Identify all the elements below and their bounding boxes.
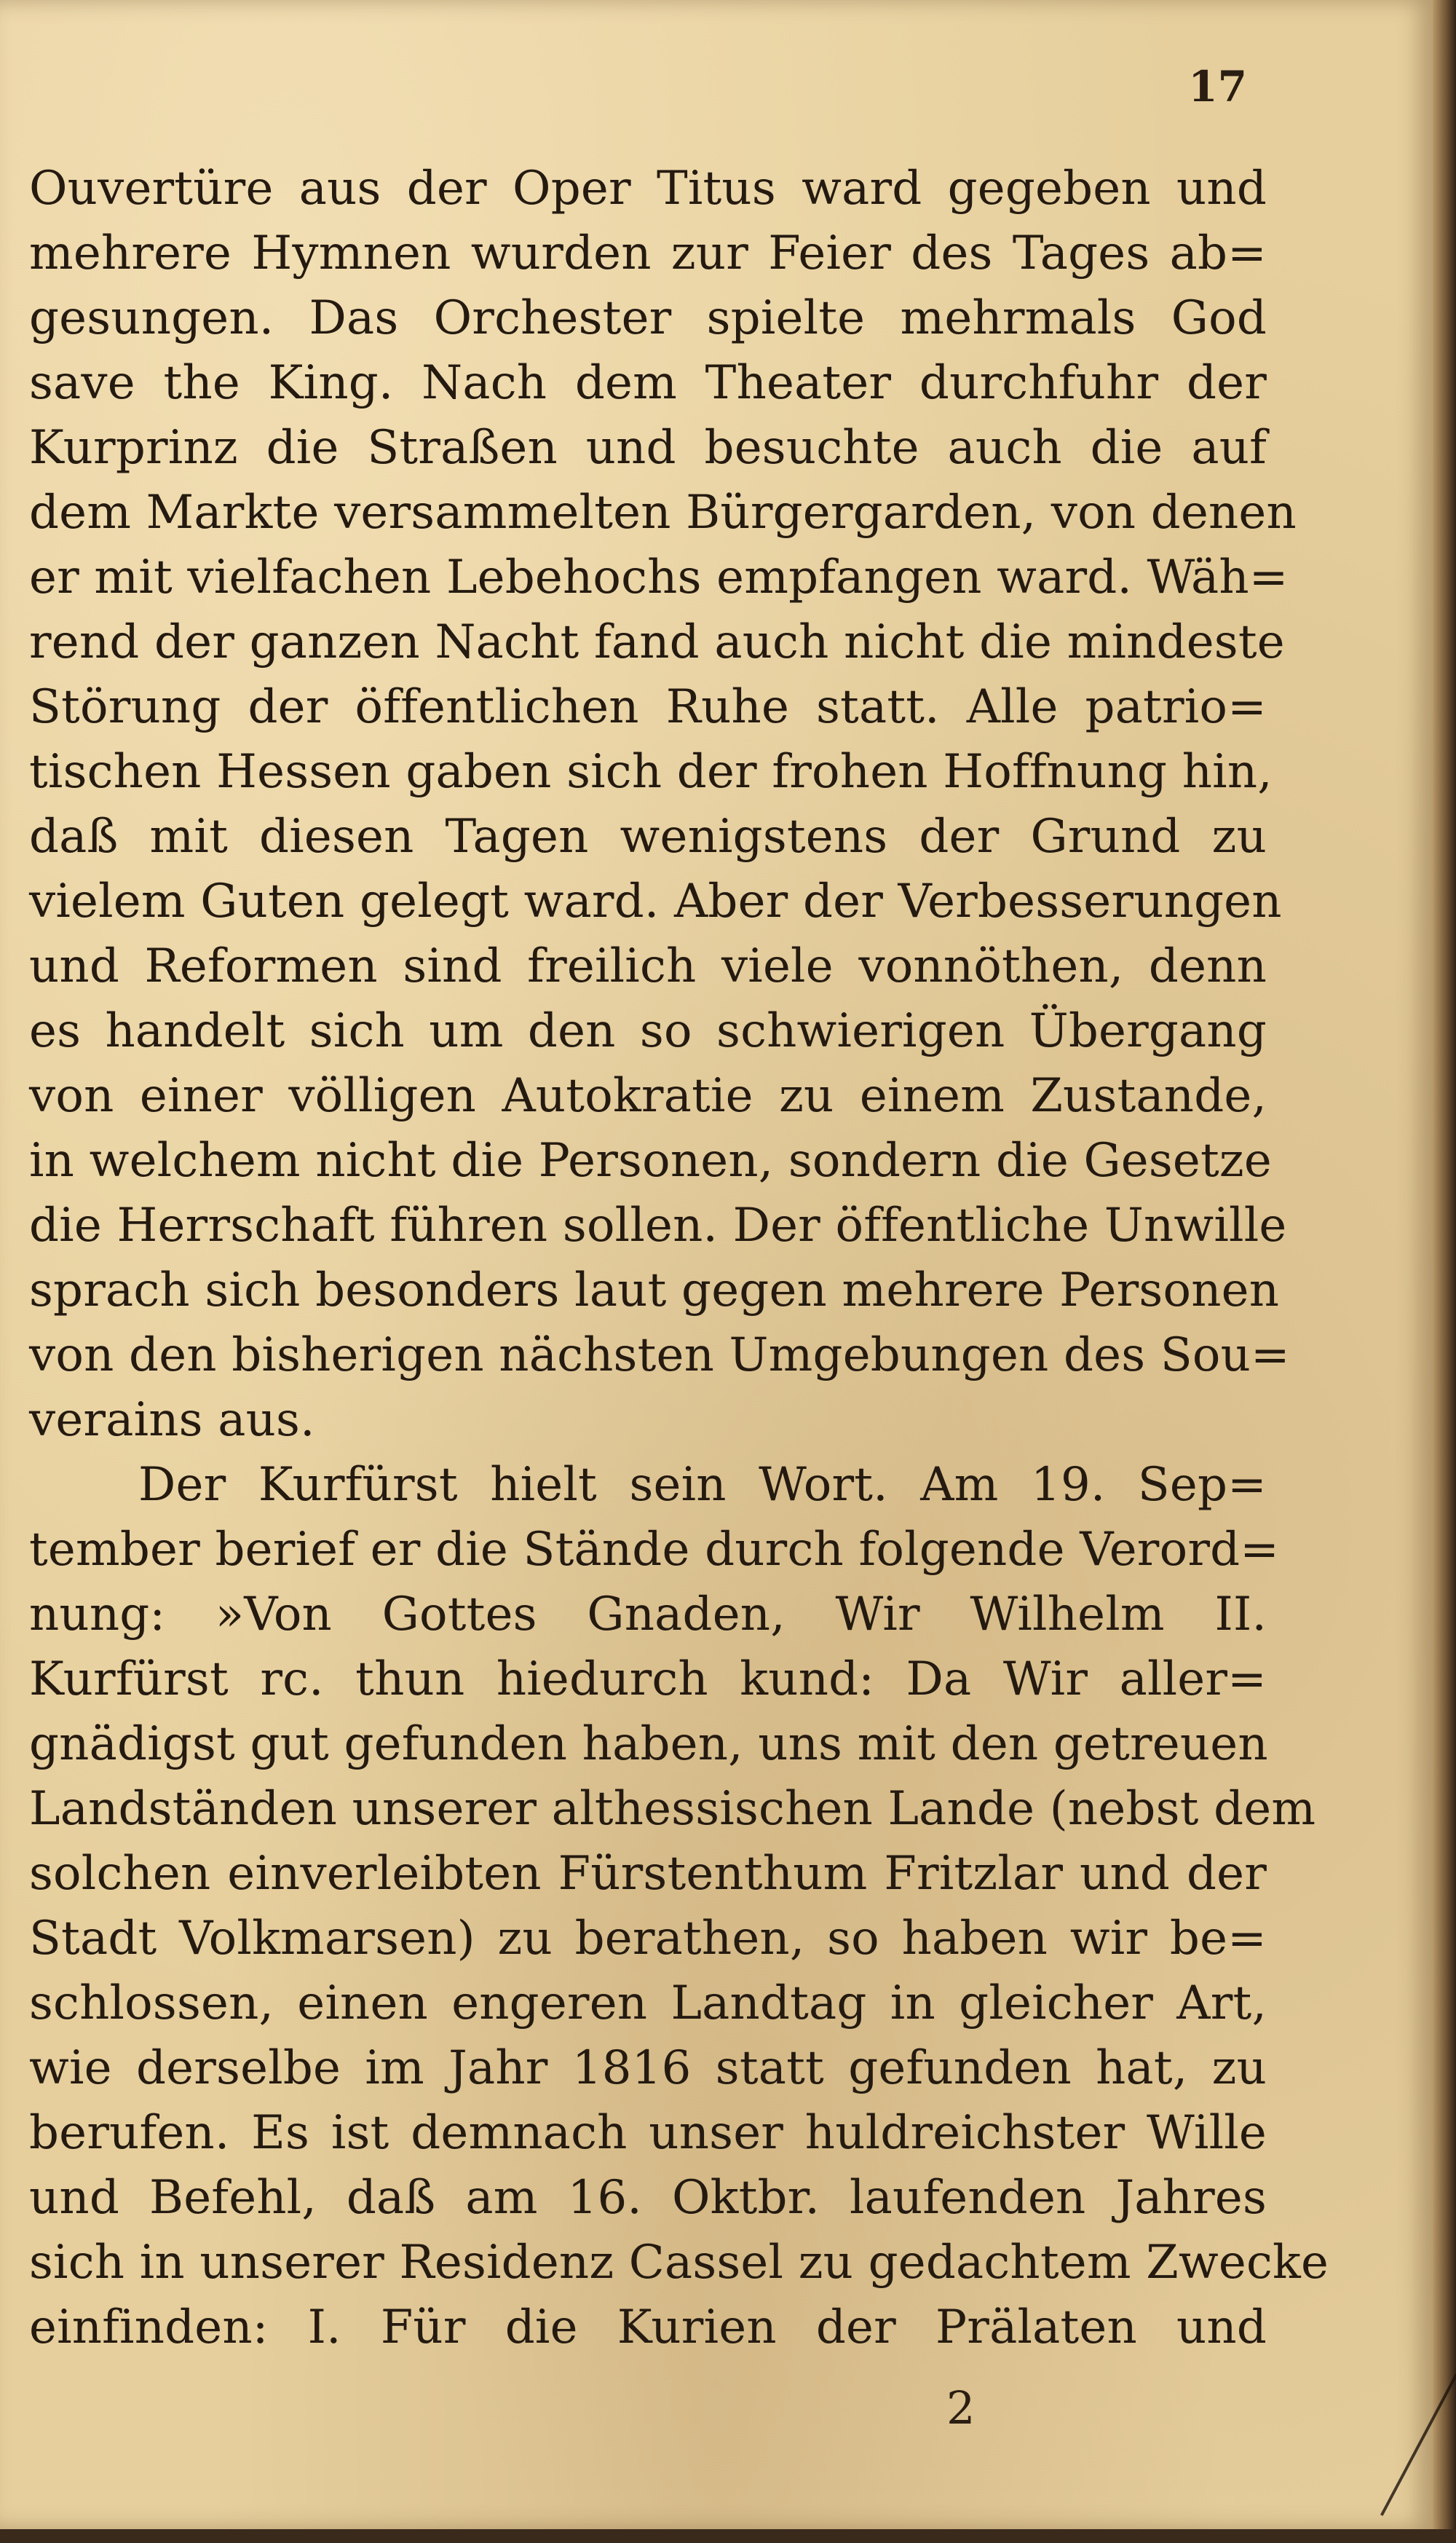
text-line: vielem Guten gelegt ward. Aber der Verbesserungen: [29, 875, 1282, 929]
body-text: [29, 157, 1329, 2360]
page-number: 17: [1188, 62, 1247, 111]
text-line: Kurprinz die Straßen und besuchte auch die auf: [29, 421, 1267, 475]
text-line: von den bisherigen nächsten Umgebungen des Sou=: [29, 1328, 1290, 1382]
text-line: verains aus.: [29, 1393, 315, 1447]
text-line: er mit vielfachen Lebehochs empfangen ward. Wäh=: [29, 551, 1289, 604]
text-line: tischen Hessen gaben sich der frohen Hoffnung hin,: [29, 745, 1273, 799]
text-line: und Befehl, daß am 16. Oktbr. laufenden Jahres: [29, 2171, 1267, 2225]
page-edge: [1433, 0, 1456, 2529]
text-line: Stadt Volkmarsen) zu berathen, so haben wir be=: [29, 1912, 1267, 1966]
text-line: berufen. Es ist demnach unser huldreichster Wille: [29, 2106, 1267, 2160]
text-line: gnädigst gut gefunden haben, uns mit den getreuen: [29, 1717, 1268, 1771]
text-line: und Reformen sind freilich viele vonnöthen, denn: [29, 939, 1267, 993]
text-line: nung: »Von Gottes Gnaden, Wir Wilhelm II.: [29, 1588, 1267, 1641]
text-line: Landständen unserer althessischen Lande (nebst dem: [29, 1782, 1316, 1836]
text-line: gesungen. Das Orchester spielte mehrmals God: [29, 291, 1267, 345]
text-line: von einer völligen Autokratie zu einem Zustande,: [29, 1069, 1267, 1123]
text-line: sich in unserer Residenz Cassel zu gedachtem Zwecke: [29, 2236, 1329, 2290]
text-line: wie derselbe im Jahr 1816 statt gefunden hat, zu: [29, 2041, 1267, 2095]
text-line: einfinden: I. Für die Kurien der Prälaten und: [29, 2300, 1267, 2354]
text-line: Störung der öffentlichen Ruhe statt. Alle patrio=: [29, 680, 1267, 734]
text-line: daß mit diesen Tagen wenigstens der Grund zu: [29, 810, 1267, 864]
signature-mark: 2: [946, 2381, 976, 2434]
text-line: save the King. Nach dem Theater durchfuhr der: [29, 356, 1267, 410]
text-line: in welchem nicht die Personen, sondern die Gesetze: [29, 1134, 1272, 1188]
text-line: es handelt sich um den so schwierigen Übergang: [29, 1004, 1267, 1058]
text-line: rend der ganzen Nacht fand auch nicht die mindeste: [29, 615, 1285, 669]
text-line: Kurfürst rc. thun hiedurch kund: Da Wir aller=: [29, 1652, 1267, 1706]
text-line: Der Kurfürst hielt sein Wort. Am 19. Sep=: [138, 1458, 1267, 1512]
text-line: die Herrschaft führen sollen. Der öffentliche Unwille: [29, 1199, 1287, 1253]
text-line: mehrere Hymnen wurden zur Feier des Tages ab=: [29, 226, 1267, 280]
text-line: dem Markte versammelten Bürgergarden, von denen: [29, 486, 1297, 540]
text-line: solchen einverleibten Fürstenthum Fritzlar und der: [29, 1847, 1267, 1901]
text-line: tember berief er die Stände durch folgende Verord=: [29, 1523, 1280, 1577]
text-line: sprach sich besonders laut gegen mehrere Personen: [29, 1263, 1280, 1317]
text-line: schlossen, einen engeren Landtag in gleicher Art,: [29, 1976, 1267, 2030]
text-line: Ouvertüre aus der Oper Titus ward gegeben und: [29, 162, 1267, 216]
